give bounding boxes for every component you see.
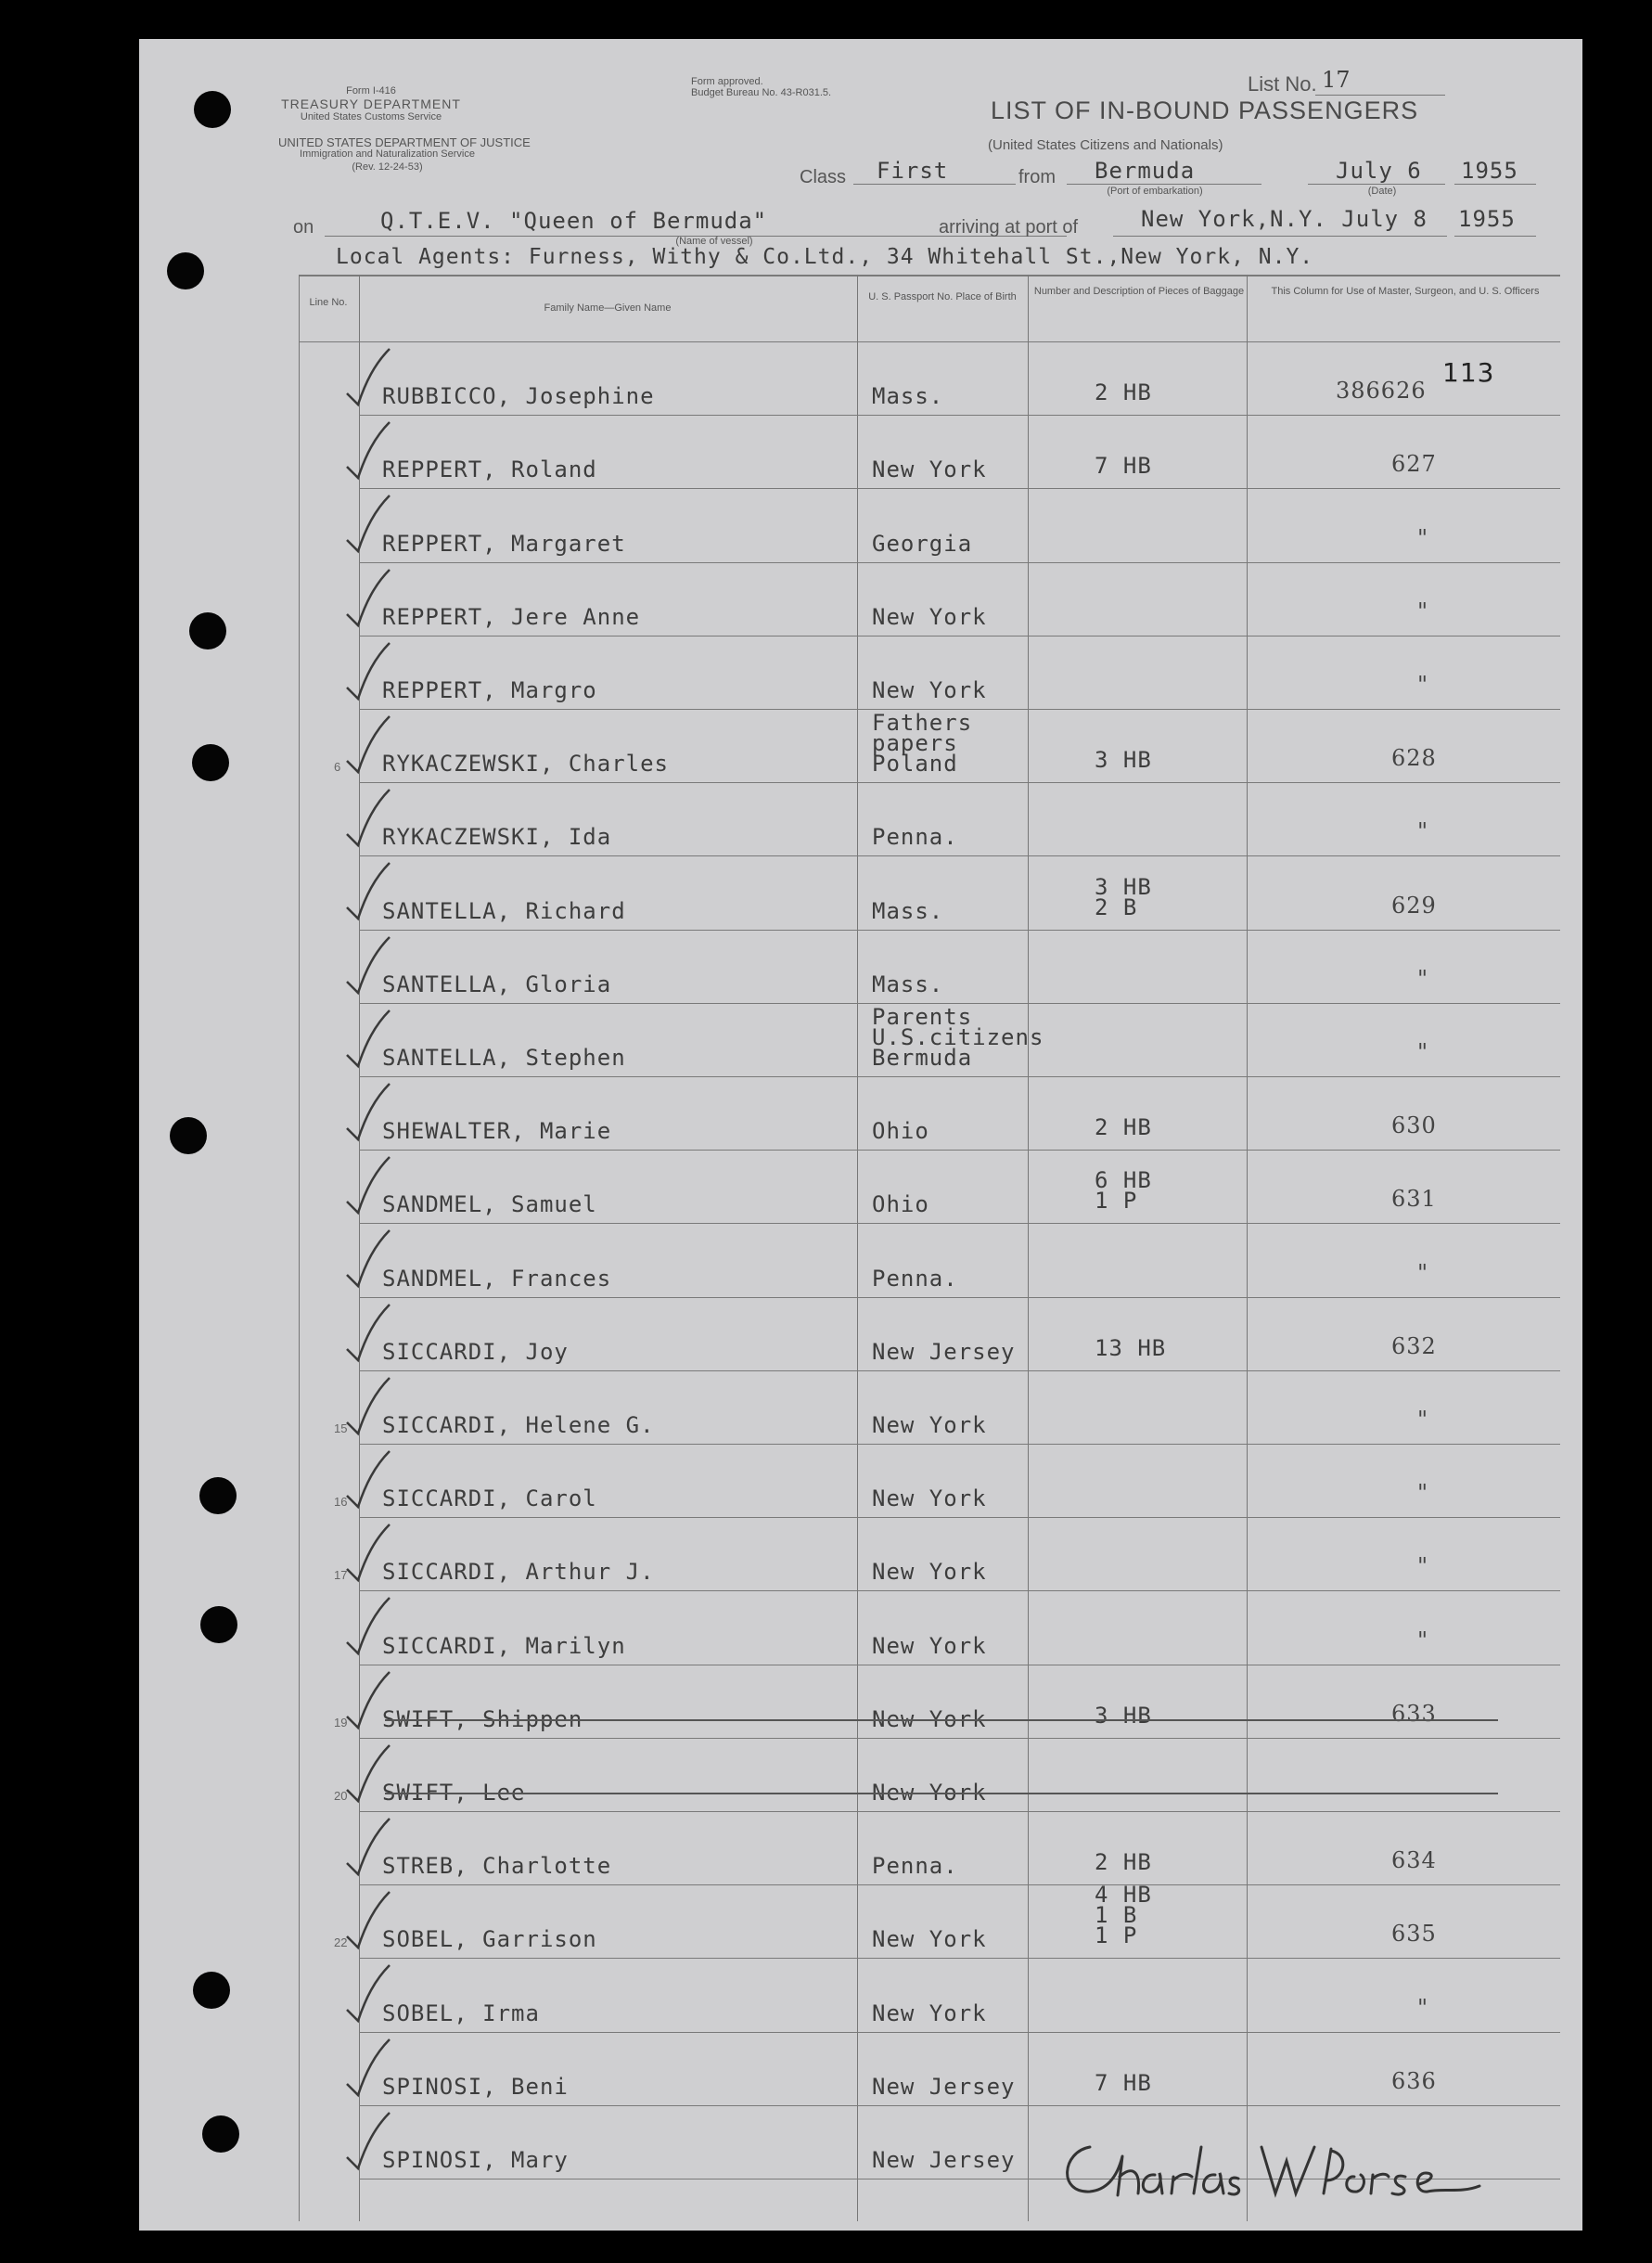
passenger-name: RYKACZEWSKI, Ida — [382, 824, 612, 851]
birth-place: Ohio — [872, 1191, 929, 1218]
passenger-name: REPPERT, Roland — [382, 456, 597, 483]
officer-mark: 634 — [1391, 1847, 1437, 1874]
officer-mark: 636 — [1391, 2067, 1437, 2094]
birth-place: Bermuda — [872, 1045, 973, 1071]
punch-hole — [200, 1606, 237, 1643]
col-header-officers: This Column for Use of Master, Surgeon, and U. S. Officers — [1271, 286, 1540, 297]
birth-place: New York — [872, 1705, 987, 1732]
passenger-name: SANTELLA, Richard — [382, 897, 626, 924]
baggage-count: 2 HB — [1095, 379, 1152, 406]
passenger-name: RUBBICCO, Josephine — [382, 383, 655, 410]
line-number: 15 — [334, 1421, 348, 1435]
departure-date: July 6 — [1336, 158, 1422, 184]
birth-place: U.S.citizens — [872, 1024, 1044, 1050]
punch-hole — [170, 1117, 207, 1154]
col-header-line: Line No. — [309, 297, 348, 308]
birth-place: Ohio — [872, 1118, 929, 1145]
passenger-name: RYKACZEWSKI, Charles — [382, 751, 669, 778]
passenger-name: SOBEL, Garrison — [382, 1926, 597, 1953]
birth-place: Parents — [872, 1004, 973, 1030]
row-divider — [359, 1738, 1560, 1739]
passenger-name: SPINOSI, Beni — [382, 2073, 569, 2100]
officer-mark: " — [1417, 524, 1429, 551]
birth-place: New York — [872, 1485, 987, 1512]
officer-mark: " — [1417, 1407, 1429, 1433]
col-header-birth: U. S. Passport No. Place of Birth — [868, 291, 1017, 302]
row-divider — [359, 930, 1560, 931]
birth-place: papers — [872, 730, 958, 757]
arrival-year: 1955 — [1458, 206, 1516, 232]
birth-place: Mass. — [872, 383, 944, 410]
approval-line2: Budget Bureau No. 43-R031.5. — [691, 87, 832, 98]
departure-year: 1955 — [1461, 158, 1518, 184]
passenger-name: SICCARDI, Carol — [382, 1485, 597, 1512]
arrival-port-date: New York,N.Y. July 8 — [1141, 206, 1428, 232]
birth-place: New York — [872, 1780, 987, 1806]
punch-hole — [202, 2115, 239, 2153]
officer-mark: 630 — [1391, 1112, 1437, 1139]
birth-place: New Jersey — [872, 2073, 1016, 2100]
arriving-label: arriving at port of — [939, 217, 1079, 238]
passenger-name: SWIFT, Lee — [382, 1780, 526, 1806]
strike-line — [385, 1793, 1498, 1794]
birth-place: Mass. — [872, 971, 944, 997]
passenger-name: REPPERT, Jere Anne — [382, 603, 641, 630]
birth-place: Penna. — [872, 1853, 958, 1880]
baggage-count: 2 HB — [1095, 1849, 1152, 1876]
list-no-value: 17 — [1322, 67, 1351, 93]
vessel-caption: (Name of vessel) — [675, 236, 753, 247]
baggage-count: 1 P — [1095, 1188, 1138, 1215]
officer-mark: " — [1417, 1259, 1429, 1286]
baggage-count: 2 HB — [1095, 1114, 1152, 1141]
birth-place: New York — [872, 1559, 987, 1586]
birth-place: New Jersey — [872, 1338, 1016, 1365]
officer-mark: 632 — [1391, 1332, 1437, 1359]
row-divider — [359, 1444, 1560, 1445]
signature-image — [1053, 2119, 1489, 2212]
row-divider — [359, 2032, 1560, 2033]
line-number: 22 — [334, 1935, 348, 1950]
birth-place: New York — [872, 603, 987, 630]
officer-mark: " — [1417, 1627, 1429, 1653]
line-number: 19 — [334, 1715, 348, 1729]
date-caption: (Date) — [1367, 186, 1397, 197]
birth-place: New York — [872, 677, 987, 703]
approval-line1: Form approved. — [691, 76, 763, 87]
vessel-name: Q.T.E.V. "Queen of Bermuda" — [380, 208, 768, 234]
class-label: Class — [800, 167, 847, 187]
passenger-name: SANTELLA, Gloria — [382, 971, 612, 997]
col-header-name: Family Name—Given Name — [544, 302, 672, 314]
baggage-count: 4 HB — [1095, 1882, 1152, 1909]
strike-line — [385, 1719, 1498, 1721]
punch-hole — [193, 1972, 230, 2009]
list-no-label: List No. — [1248, 72, 1317, 96]
dept-treasury: TREASURY DEPARTMENT — [281, 96, 461, 111]
punch-hole — [189, 612, 226, 649]
row-divider — [359, 855, 1560, 856]
birth-place: New York — [872, 1926, 987, 1953]
passenger-name: REPPERT, Margaret — [382, 530, 626, 557]
document-page — [139, 39, 1582, 2231]
officer-mark: 386626 — [1336, 378, 1427, 405]
row-divider — [359, 1517, 1560, 1518]
baggage-count: 3 HB — [1095, 1702, 1152, 1729]
punch-hole — [192, 744, 229, 781]
row-divider — [359, 2105, 1560, 2106]
passenger-name: STREB, Charlotte — [382, 1853, 612, 1880]
from-caption: (Port of embarkation) — [1107, 186, 1203, 197]
passenger-name: SICCARDI, Joy — [382, 1338, 569, 1365]
from-value: Bermuda — [1095, 158, 1196, 184]
document-subtitle: (United States Citizens and Nationals) — [988, 137, 1223, 153]
row-divider — [359, 1297, 1560, 1298]
birth-place: New York — [872, 1999, 987, 2026]
officer-mark: " — [1417, 818, 1429, 845]
officer-note: 113 — [1442, 357, 1495, 389]
officer-mark: 628 — [1391, 745, 1437, 772]
passenger-name: SANDMEL, Samuel — [382, 1191, 597, 1218]
birth-place: New York — [872, 456, 987, 483]
dept-justice-sub: Immigration and Naturalization Service — [300, 148, 475, 160]
dept-justice: UNITED STATES DEPARTMENT OF JUSTICE — [278, 135, 531, 149]
line-number: 16 — [334, 1495, 348, 1510]
officer-mark: " — [1417, 598, 1429, 624]
row-divider — [359, 562, 1560, 563]
officer-mark: " — [1417, 1480, 1429, 1507]
row-divider — [359, 1076, 1560, 1077]
baggage-count: 13 HB — [1095, 1334, 1167, 1361]
col-header-baggage: Number and Description of Pieces of Baggage — [1033, 286, 1245, 297]
birth-place: New York — [872, 1412, 987, 1438]
baggage-count: 6 HB — [1095, 1167, 1152, 1194]
passenger-name: SICCARDI, Helene G. — [382, 1412, 655, 1438]
punch-hole — [194, 91, 231, 128]
row-divider — [359, 1958, 1560, 1959]
passenger-name: SICCARDI, Marilyn — [382, 1632, 626, 1659]
officer-mark: " — [1417, 965, 1429, 992]
line-number: 6 — [334, 760, 341, 775]
punch-hole — [167, 252, 204, 289]
baggage-count: 3 HB — [1095, 873, 1152, 900]
local-agents: Local Agents: Furness, Withy & Co.Ltd., 34 Whitehall St.,New York, N.Y. — [336, 245, 1314, 269]
officer-mark: 635 — [1391, 1921, 1437, 1948]
document-title: LIST OF IN-BOUND PASSENGERS — [991, 96, 1419, 124]
passenger-name: SANDMEL, Frances — [382, 1265, 612, 1292]
on-label: on — [293, 217, 314, 238]
passenger-name: SICCARDI, Arthur J. — [382, 1559, 655, 1586]
passenger-name: REPPERT, Margro — [382, 677, 597, 703]
officer-mark: " — [1417, 672, 1429, 698]
row-divider — [359, 1150, 1560, 1151]
form-revision: (Rev. 12-24-53) — [352, 161, 423, 173]
row-divider — [359, 1223, 1560, 1224]
line-number: 20 — [334, 1789, 348, 1803]
officer-mark: " — [1417, 1994, 1429, 2021]
form-number: Form I-416 — [346, 85, 396, 96]
birth-place: Mass. — [872, 897, 944, 924]
birth-place: New York — [872, 1632, 987, 1659]
passenger-name: SWIFT, Shippen — [382, 1705, 583, 1732]
passenger-name: SOBEL, Irma — [382, 1999, 540, 2026]
from-label: from — [1018, 167, 1056, 187]
row-divider — [359, 488, 1560, 489]
birth-place: Fathers — [872, 710, 973, 737]
row-divider — [359, 1811, 1560, 1812]
officer-mark: 629 — [1391, 892, 1437, 919]
birth-place: New Jersey — [872, 2147, 1016, 2173]
class-value: First — [877, 158, 949, 184]
baggage-count: 7 HB — [1095, 2069, 1152, 2096]
birth-place: Georgia — [872, 530, 973, 557]
baggage-count: 2 B — [1095, 894, 1138, 920]
row-divider — [359, 1590, 1560, 1591]
punch-hole — [199, 1477, 237, 1514]
birth-place: Penna. — [872, 824, 958, 851]
passenger-name: SPINOSI, Mary — [382, 2147, 569, 2173]
birth-place: Penna. — [872, 1265, 958, 1292]
baggage-count: 1 P — [1095, 1922, 1138, 1949]
row-divider — [359, 1370, 1560, 1371]
birth-place: Poland — [872, 751, 958, 778]
baggage-count: 1 B — [1095, 1902, 1138, 1929]
passenger-name: SANTELLA, Stephen — [382, 1045, 626, 1071]
officer-mark: 631 — [1391, 1186, 1437, 1213]
baggage-count: 7 HB — [1095, 453, 1152, 480]
line-number: 17 — [334, 1568, 348, 1583]
officer-mark: " — [1417, 1553, 1429, 1580]
row-divider — [359, 1884, 1560, 1885]
baggage-count: 3 HB — [1095, 747, 1152, 774]
officer-mark: 627 — [1391, 451, 1437, 478]
officer-mark: 633 — [1391, 1700, 1437, 1727]
row-divider — [359, 415, 1560, 416]
officer-mark: " — [1417, 1039, 1429, 1065]
dept-treasury-sub: United States Customs Service — [300, 111, 442, 122]
passenger-name: SHEWALTER, Marie — [382, 1118, 612, 1145]
row-divider — [359, 782, 1560, 783]
